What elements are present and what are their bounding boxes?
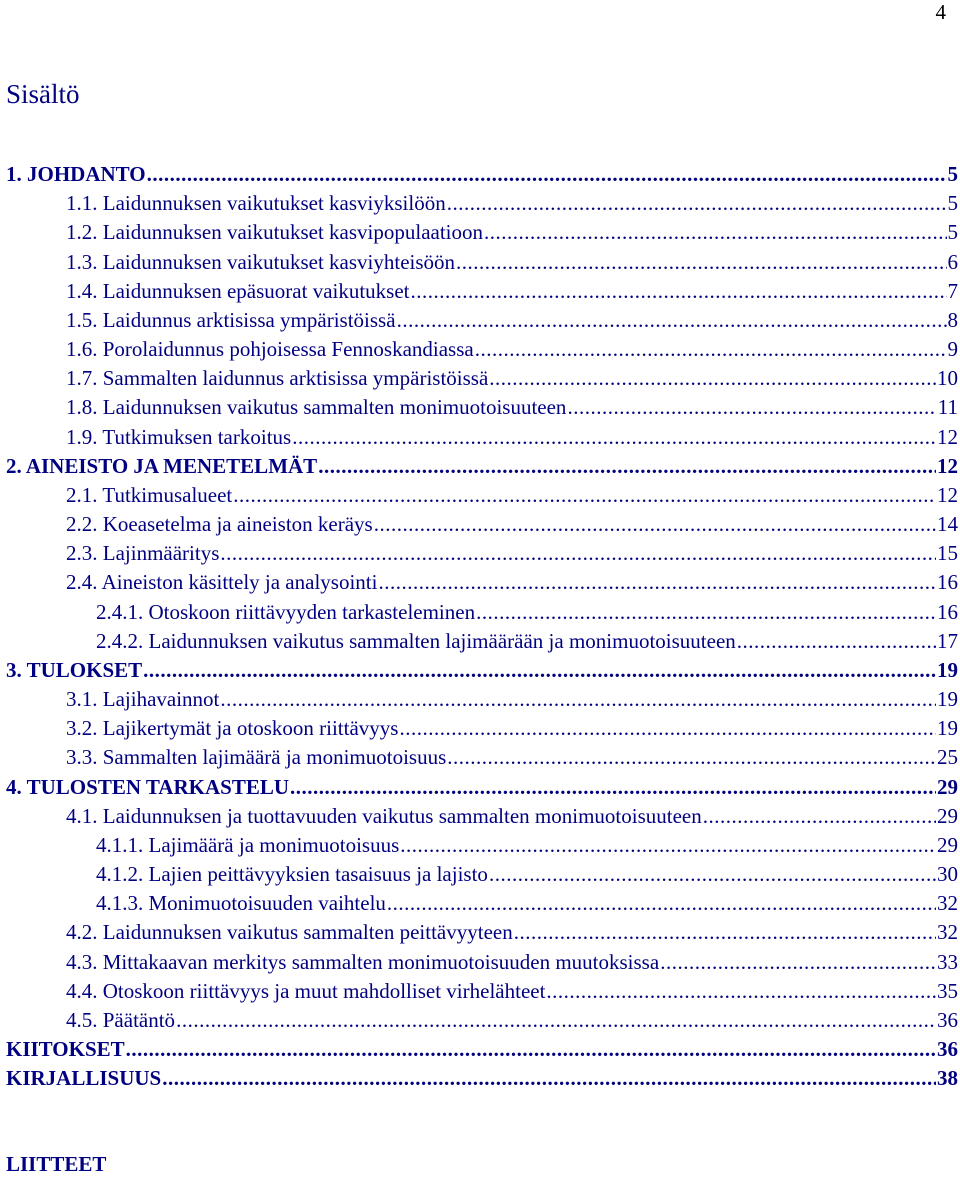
toc-entry-page: 16 (937, 570, 958, 595)
toc-dot-leader (290, 773, 936, 802)
toc-entry[interactable] (6, 977, 958, 1006)
toc-entry-title: 2.1. Tutkimusalueet (66, 482, 233, 507)
toc-dot-leader (374, 510, 936, 539)
toc-entry-page: 16 (937, 599, 958, 624)
toc-entry-page: 12 (937, 453, 958, 478)
toc-entry-title: 4.1. Laidunnuksen ja tuottavuuden vaikutus sammalten monimuotoisuuteen (66, 803, 702, 828)
toc-heading: Sisältö (6, 79, 80, 109)
toc-dot-leader (220, 685, 936, 714)
toc-entry-page: 10 (937, 366, 958, 391)
toc-entry[interactable] (6, 831, 958, 860)
toc-entry-page: 29 (937, 803, 958, 828)
toc-entry[interactable] (6, 1035, 958, 1064)
toc-entry[interactable] (6, 452, 958, 481)
toc-entry[interactable] (6, 364, 958, 393)
toc-entry-title: 1.9. Tutkimuksen tarkoitus (66, 424, 292, 449)
toc-entry-page: 14 (937, 512, 958, 537)
toc-entry-title: 4.1.2. Lajien peittävyyksien tasaisuus ja lajisto (96, 862, 488, 887)
toc-entry[interactable] (6, 889, 958, 918)
toc-entry-page: 35 (937, 978, 958, 1003)
toc-entry-page: 19 (937, 716, 958, 741)
toc-entry[interactable] (6, 306, 958, 335)
toc-entry-page: 19 (937, 657, 958, 682)
toc-entry-title: 2.4.2. Laidunnuksen vaikutus sammalten lajimäärään ja monimuotoisuuteen (96, 628, 736, 653)
toc-entry-title: 2. AINEISTO JA MENETELMÄT (6, 453, 318, 478)
toc-dot-leader (318, 452, 936, 481)
toc-dot-leader (397, 306, 947, 335)
table-of-contents (6, 160, 958, 1094)
toc-dot-leader (387, 889, 936, 918)
toc-entry-title: 3. TULOKSET (6, 657, 143, 682)
toc-entry-page: 32 (937, 891, 958, 916)
toc-entry-page: 33 (937, 949, 958, 974)
toc-entry[interactable] (6, 802, 958, 831)
toc-entry[interactable] (6, 335, 958, 364)
toc-entry-page: 29 (937, 774, 958, 799)
toc-entry-title: 3.3. Sammalten lajimäärä ja monimuotoisuus (66, 745, 447, 770)
toc-entry-page: 7 (947, 278, 958, 303)
toc-entry[interactable] (6, 656, 958, 685)
toc-entry-title: 1. JOHDANTO (6, 162, 146, 186)
toc-entry[interactable] (6, 568, 958, 597)
toc-dot-leader (126, 1035, 936, 1064)
page-number: 4 (935, 0, 946, 24)
toc-dot-leader (475, 335, 947, 364)
toc-entry-title: 3.1. Lajihavainnot (66, 687, 220, 712)
toc-entry-page: 15 (937, 541, 958, 566)
toc-dot-leader (400, 831, 936, 860)
toc-entry-title: 2.4.1. Otoskoon riittävyyden tarkasteleminen (96, 599, 476, 624)
toc-entry[interactable] (6, 860, 958, 889)
toc-dot-leader (147, 160, 947, 189)
toc-entry-page: 5 (947, 191, 958, 216)
toc-dot-leader (447, 743, 936, 772)
toc-entry-page: 5 (947, 220, 958, 245)
toc-entry-title: 4.1.1. Lajimäärä ja monimuotoisuus (96, 832, 400, 857)
toc-entry-title: 4.1.3. Monimuotoisuuden vaihtelu (96, 891, 386, 916)
toc-entry-title: 1.4. Laidunnuksen epäsuorat vaikutukset (66, 278, 410, 303)
toc-entry-page: 36 (937, 1037, 958, 1062)
toc-entry-title: 1.7. Sammalten laidunnus arktisissa ympäristöissä (66, 366, 489, 391)
toc-dot-leader (176, 1006, 936, 1035)
toc-entry-title: 4.2. Laidunnuksen vaikutus sammalten peittävyyteen (66, 920, 513, 945)
toc-entry-page: 5 (947, 162, 958, 186)
toc-entry-page: 17 (937, 628, 958, 653)
toc-entry-title: 1.1. Laidunnuksen vaikutukset kasviyksilöön (66, 191, 446, 216)
toc-entry[interactable] (6, 160, 958, 189)
toc-dot-leader (143, 656, 936, 685)
toc-dot-leader (489, 364, 936, 393)
toc-entry[interactable] (6, 510, 958, 539)
toc-entry[interactable] (6, 539, 958, 568)
toc-entry[interactable] (6, 1064, 958, 1093)
toc-entry[interactable] (6, 189, 958, 218)
toc-entry[interactable] (6, 685, 958, 714)
toc-entry-title: 3.2. Lajikertymät ja otoskoon riittävyys (66, 716, 399, 741)
toc-entry[interactable] (6, 481, 958, 510)
toc-entry[interactable] (6, 598, 958, 627)
toc-entry-title: KIRJALLISUUS (6, 1066, 162, 1091)
toc-entry[interactable] (6, 918, 958, 947)
toc-entry[interactable] (6, 218, 958, 247)
toc-entry-page: 8 (947, 307, 958, 332)
toc-dot-leader (660, 948, 936, 977)
toc-entry[interactable] (6, 1006, 958, 1035)
toc-entry[interactable] (6, 423, 958, 452)
toc-entry-page: 12 (937, 482, 958, 507)
toc-dot-leader (233, 481, 936, 510)
toc-entry-page: 29 (937, 832, 958, 857)
appendix-heading-link[interactable]: LIITTEET (6, 1152, 107, 1176)
toc-dot-leader (292, 423, 936, 452)
toc-entry-page: 19 (937, 687, 958, 712)
toc-entry-title: 4.4. Otoskoon riittävyys ja muut mahdolliset virhelähteet (66, 978, 546, 1003)
toc-entry[interactable] (6, 627, 958, 656)
toc-entry-title: 2.4. Aineiston käsittely ja analysointi (66, 570, 378, 595)
toc-entry[interactable] (6, 248, 958, 277)
toc-entry-page: 12 (937, 424, 958, 449)
toc-entry-title: 1.2. Laidunnuksen vaikutukset kasvipopulaatioon (66, 220, 484, 245)
toc-dot-leader (162, 1064, 936, 1093)
toc-dot-leader (447, 189, 947, 218)
toc-entry-page: 38 (937, 1066, 958, 1091)
toc-entry-page: 32 (937, 920, 958, 945)
toc-entry-title: 4. TULOSTEN TARKASTELU (6, 774, 290, 799)
toc-entry-page: 25 (937, 745, 958, 770)
toc-dot-leader (378, 568, 936, 597)
toc-entry-title: 4.5. Päätäntö (66, 1007, 176, 1032)
toc-entry-title: 2.2. Koeasetelma ja aineiston keräys (66, 512, 373, 537)
toc-entry-page: 36 (937, 1007, 958, 1032)
toc-dot-leader (411, 277, 947, 306)
toc-entry-title: KIITOKSET (6, 1037, 125, 1062)
toc-entry[interactable] (6, 714, 958, 743)
toc-entry[interactable] (6, 743, 958, 772)
toc-entry-page: 6 (947, 249, 958, 274)
toc-dot-leader (489, 860, 936, 889)
toc-dot-leader (514, 918, 936, 947)
toc-dot-leader (737, 627, 936, 656)
toc-entry-page: 9 (947, 337, 958, 362)
toc-entry[interactable] (6, 393, 958, 422)
toc-dot-leader (220, 539, 936, 568)
toc-entry-title: 1.3. Laidunnuksen vaikutukset kasviyhteisöön (66, 249, 456, 274)
toc-entry[interactable] (6, 948, 958, 977)
toc-entry-page: 30 (937, 862, 958, 887)
toc-entry[interactable] (6, 277, 958, 306)
toc-entry-title: 1.6. Porolaidunnus pohjoisessa Fennoskandiassa (66, 337, 474, 362)
toc-entry[interactable] (6, 773, 958, 802)
toc-dot-leader (703, 802, 936, 831)
toc-dot-leader (567, 393, 936, 422)
toc-entry-title: 2.3. Lajinmääritys (66, 541, 220, 566)
toc-dot-leader (476, 598, 936, 627)
toc-entry-title: 4.3. Mittakaavan merkitys sammalten monimuotoisuuden muutoksissa (66, 949, 660, 974)
toc-dot-leader (456, 248, 946, 277)
toc-dot-leader (484, 218, 946, 247)
toc-entry-page: 11 (937, 395, 958, 420)
toc-entry-title: 1.5. Laidunnus arktisissa ympäristöissä (66, 307, 396, 332)
toc-entry-title: 1.8. Laidunnuksen vaikutus sammalten monimuotoisuuteen (66, 395, 567, 420)
toc-dot-leader (399, 714, 936, 743)
toc-dot-leader (546, 977, 936, 1006)
